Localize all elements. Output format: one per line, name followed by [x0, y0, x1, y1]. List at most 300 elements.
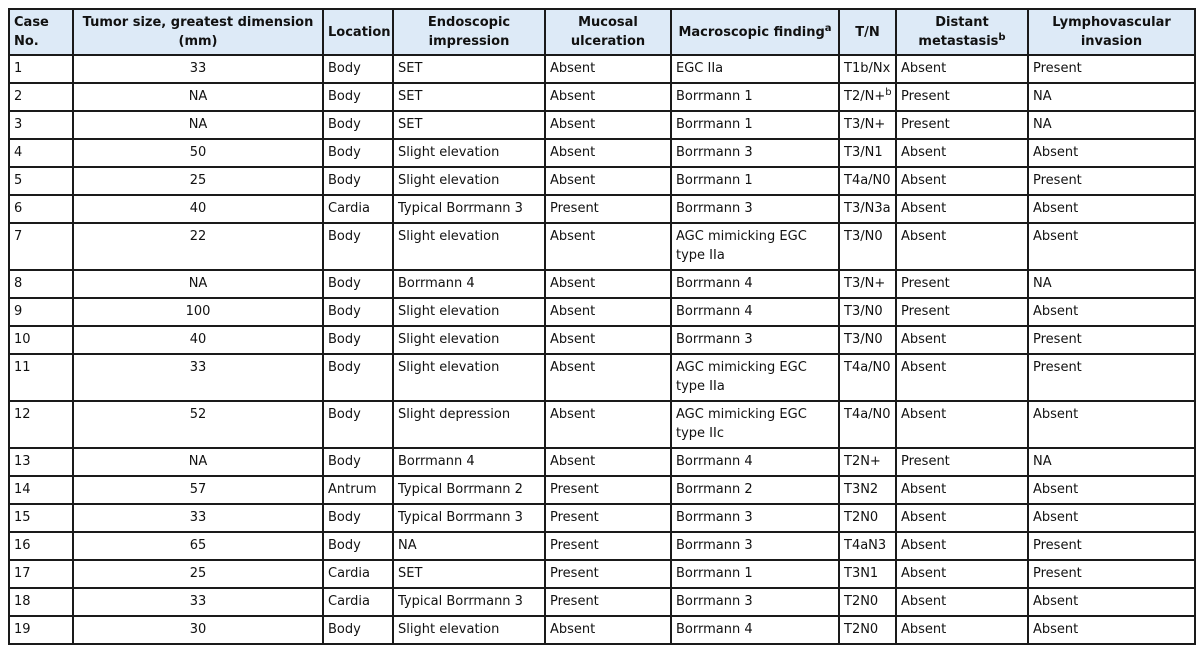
cell-endoscopic-impression-text: Slight elevation: [398, 360, 500, 375]
cell-endoscopic-impression: [393, 326, 545, 354]
cell-distant-metastasis: [896, 111, 1028, 139]
cell-location: [323, 616, 393, 644]
cell-mucosal-ulceration-text: Present: [550, 201, 599, 216]
cell-macroscopic-finding: [671, 167, 839, 195]
cell-lymphovascular-invasion-text: Absent: [1033, 229, 1079, 244]
cell-lymphovascular-invasion: [1028, 83, 1195, 111]
cell-location: [323, 401, 393, 448]
cell-case-no: [9, 532, 73, 560]
cell-location-text: Cardia: [328, 566, 370, 581]
cell-tumor-size: [73, 270, 323, 298]
cell-location: [323, 298, 393, 326]
cell-tn: [839, 270, 896, 298]
cell-location-text: Cardia: [328, 201, 370, 216]
cell-mucosal-ulceration: [545, 448, 671, 476]
cell-tn-text: T3/N0: [844, 304, 883, 319]
cell-tn: [839, 401, 896, 448]
cell-case-no: [9, 139, 73, 167]
cell-macroscopic-finding-text: Borrmann 3: [676, 538, 753, 553]
cell-macroscopic-finding-text: Borrmann 3: [676, 145, 753, 160]
cell-mucosal-ulceration-text: Absent: [550, 145, 596, 160]
cell-case-no: [9, 195, 73, 223]
table-row: [9, 476, 1195, 504]
cell-lymphovascular-invasion: [1028, 504, 1195, 532]
cell-case-no: [9, 476, 73, 504]
cell-tn-text: T2/N+: [844, 89, 886, 104]
case-table: [8, 8, 1196, 645]
cell-macroscopic-finding: [671, 326, 839, 354]
cell-mucosal-ulceration-text: Absent: [550, 276, 596, 291]
cell-lymphovascular-invasion: [1028, 55, 1195, 83]
table-row: [9, 139, 1195, 167]
table-row: [9, 588, 1195, 616]
cell-mucosal-ulceration: [545, 195, 671, 223]
cell-tn: [839, 504, 896, 532]
cell-lymphovascular-invasion: [1028, 326, 1195, 354]
cell-mucosal-ulceration: [545, 111, 671, 139]
cell-lymphovascular-invasion: [1028, 298, 1195, 326]
cell-endoscopic-impression: [393, 270, 545, 298]
cell-location-text: Antrum: [328, 482, 377, 497]
cell-tn: [839, 588, 896, 616]
cell-case-no-text: 10: [14, 332, 31, 347]
cell-tn-text: T3/N+: [844, 117, 886, 132]
cell-tn: [839, 111, 896, 139]
cell-lymphovascular-invasion-text: Absent: [1033, 145, 1079, 160]
header-endoscopic-impression: Endoscopic impression: [393, 9, 545, 55]
table-row: [9, 616, 1195, 644]
cell-case-no: [9, 167, 73, 195]
cell-mucosal-ulceration: [545, 83, 671, 111]
cell-macroscopic-finding-text: Borrmann 4: [676, 276, 753, 291]
cell-mucosal-ulceration: [545, 588, 671, 616]
cell-endoscopic-impression-text: Typical Borrmann 2: [398, 482, 523, 497]
cell-distant-metastasis: [896, 195, 1028, 223]
cell-macroscopic-finding: [671, 270, 839, 298]
cell-mucosal-ulceration: [545, 223, 671, 270]
cell-endoscopic-impression-text: Typical Borrmann 3: [398, 201, 523, 216]
cell-macroscopic-finding: [671, 588, 839, 616]
cell-distant-metastasis: [896, 476, 1028, 504]
cell-distant-metastasis-text: Absent: [901, 594, 947, 609]
cell-lymphovascular-invasion: [1028, 270, 1195, 298]
cell-distant-metastasis: [896, 588, 1028, 616]
cell-tn: [839, 448, 896, 476]
cell-lymphovascular-invasion-text: Present: [1033, 360, 1082, 375]
cell-tumor-size-text: 25: [189, 566, 207, 581]
cell-distant-metastasis-text: Absent: [901, 510, 947, 525]
cell-macroscopic-finding-text: Borrmann 1: [676, 566, 753, 581]
cell-location: [323, 139, 393, 167]
cell-tn: [839, 354, 896, 401]
cell-distant-metastasis-text: Present: [901, 454, 950, 469]
cell-tumor-size: [73, 401, 323, 448]
cell-macroscopic-finding-text: AGC mimicking EGC type IIa: [676, 229, 807, 263]
cell-endoscopic-impression: [393, 55, 545, 83]
cell-lymphovascular-invasion: [1028, 223, 1195, 270]
cell-macroscopic-finding: [671, 354, 839, 401]
cell-lymphovascular-invasion: [1028, 111, 1195, 139]
cell-case-no: [9, 270, 73, 298]
cell-endoscopic-impression: [393, 111, 545, 139]
table-row: [9, 111, 1195, 139]
cell-location-text: Body: [328, 229, 361, 244]
cell-case-no-text: 2: [14, 89, 23, 104]
cell-case-no: [9, 298, 73, 326]
cell-tumor-size: [73, 616, 323, 644]
cell-endoscopic-impression-text: SET: [398, 89, 423, 104]
cell-mucosal-ulceration: [545, 139, 671, 167]
cell-location-text: Body: [328, 173, 361, 188]
cell-case-no-text: 12: [14, 407, 31, 422]
cell-tumor-size-text: NA: [188, 89, 208, 104]
cell-case-no: [9, 504, 73, 532]
cell-case-no-text: 6: [14, 201, 23, 216]
cell-location-text: Body: [328, 276, 361, 291]
cell-tumor-size: [73, 476, 323, 504]
cell-lymphovascular-invasion-text: Absent: [1033, 304, 1079, 319]
cell-tn: [839, 167, 896, 195]
cell-tumor-size-text: 57: [189, 482, 207, 497]
cell-macroscopic-finding-text: EGC IIa: [676, 61, 724, 76]
cell-macroscopic-finding: [671, 298, 839, 326]
cell-mucosal-ulceration-text: Present: [550, 482, 599, 497]
cell-case-no-text: 11: [14, 360, 31, 375]
cell-mucosal-ulceration-text: Absent: [550, 454, 596, 469]
table-row: [9, 532, 1195, 560]
cell-distant-metastasis-text: Present: [901, 276, 950, 291]
cell-mucosal-ulceration: [545, 298, 671, 326]
cell-tn: [839, 532, 896, 560]
cell-endoscopic-impression-text: SET: [398, 61, 423, 76]
cell-endoscopic-impression-text: Borrmann 4: [398, 454, 475, 469]
cell-location: [323, 588, 393, 616]
cell-tn-text: T2N+: [844, 454, 881, 469]
cell-macroscopic-finding: [671, 448, 839, 476]
cell-location-text: Body: [328, 538, 361, 553]
cell-location-text: Body: [328, 117, 361, 132]
cell-location: [323, 326, 393, 354]
cell-tn: [839, 476, 896, 504]
table-row: [9, 55, 1195, 83]
cell-mucosal-ulceration: [545, 270, 671, 298]
cell-distant-metastasis: [896, 616, 1028, 644]
cell-case-no: [9, 326, 73, 354]
header-tn: T/N: [839, 9, 896, 55]
cell-endoscopic-impression-text: Slight elevation: [398, 304, 500, 319]
cell-tn: [839, 223, 896, 270]
cell-lymphovascular-invasion-text: NA: [1033, 454, 1052, 469]
cell-macroscopic-finding: [671, 55, 839, 83]
cell-macroscopic-finding: [671, 532, 839, 560]
cell-endoscopic-impression-text: Slight elevation: [398, 145, 500, 160]
header-macroscopic-finding: [671, 9, 839, 55]
header-row: [9, 9, 1195, 55]
cell-tumor-size-text: 33: [189, 61, 207, 76]
cell-tn: [839, 616, 896, 644]
cell-tumor-size: [73, 55, 323, 83]
cell-case-no-text: 19: [14, 622, 31, 637]
table-row: [9, 223, 1195, 270]
cell-location: [323, 270, 393, 298]
cell-mucosal-ulceration-text: Absent: [550, 173, 596, 188]
cell-tumor-size-text: 33: [189, 594, 207, 609]
cell-macroscopic-finding-text: Borrmann 3: [676, 594, 753, 609]
cell-case-no-text: 14: [14, 482, 31, 497]
cell-mucosal-ulceration-text: Absent: [550, 304, 596, 319]
cell-distant-metastasis-text: Present: [901, 117, 950, 132]
cell-endoscopic-impression: [393, 167, 545, 195]
cell-case-no-text: 4: [14, 145, 23, 160]
cell-lymphovascular-invasion-text: NA: [1033, 276, 1052, 291]
cell-mucosal-ulceration: [545, 55, 671, 83]
cell-mucosal-ulceration: [545, 504, 671, 532]
cell-tn-text: T2N0: [844, 622, 879, 637]
cell-location-text: Body: [328, 622, 361, 637]
cell-tn: [839, 139, 896, 167]
cell-location: [323, 111, 393, 139]
cell-distant-metastasis-text: Absent: [901, 482, 947, 497]
cell-lymphovascular-invasion-text: Present: [1033, 61, 1082, 76]
cell-case-no-text: 7: [14, 229, 23, 244]
cell-distant-metastasis: [896, 270, 1028, 298]
cell-lymphovascular-invasion: [1028, 167, 1195, 195]
cell-macroscopic-finding-text: Borrmann 4: [676, 454, 753, 469]
table-row: [9, 167, 1195, 195]
cell-lymphovascular-invasion: [1028, 588, 1195, 616]
cell-macroscopic-finding: [671, 476, 839, 504]
cell-lymphovascular-invasion-text: Present: [1033, 332, 1082, 347]
cell-tumor-size-text: NA: [188, 117, 208, 132]
table-row: [9, 504, 1195, 532]
cell-tumor-size: [73, 448, 323, 476]
header-tumor-size: Tumor size, greatest dimension (mm): [73, 9, 323, 55]
cell-distant-metastasis: [896, 298, 1028, 326]
table-row: [9, 83, 1195, 111]
cell-distant-metastasis: [896, 223, 1028, 270]
cell-mucosal-ulceration: [545, 326, 671, 354]
cell-macroscopic-finding: [671, 616, 839, 644]
header-case-no: Case No.: [9, 9, 73, 55]
cell-macroscopic-finding-text: Borrmann 1: [676, 89, 753, 104]
cell-location-text: Body: [328, 407, 361, 422]
cell-tumor-size: [73, 111, 323, 139]
header-macroscopic-label: Macroscopic finding: [678, 24, 825, 40]
cell-location-text: Body: [328, 454, 361, 469]
cell-macroscopic-finding-text: Borrmann 2: [676, 482, 753, 497]
cell-case-no: [9, 55, 73, 83]
cell-location-text: Body: [328, 510, 361, 525]
cell-endoscopic-impression: [393, 195, 545, 223]
cell-lymphovascular-invasion: [1028, 354, 1195, 401]
cell-lymphovascular-invasion: [1028, 195, 1195, 223]
cell-lymphovascular-invasion-text: Absent: [1033, 482, 1079, 497]
cell-mucosal-ulceration: [545, 560, 671, 588]
cell-endoscopic-impression-text: Borrmann 4: [398, 276, 475, 291]
cell-tumor-size: [73, 83, 323, 111]
cell-distant-metastasis: [896, 532, 1028, 560]
cell-distant-metastasis-text: Absent: [901, 173, 947, 188]
cell-endoscopic-impression: [393, 139, 545, 167]
cell-tumor-size-text: NA: [188, 276, 208, 291]
cell-distant-metastasis-text: Absent: [901, 538, 947, 553]
cell-case-no-text: 1: [14, 61, 23, 76]
cell-lymphovascular-invasion-text: Absent: [1033, 622, 1079, 637]
cell-tumor-size-text: 50: [189, 145, 207, 160]
header-distant-label: Distant metastasis: [918, 15, 999, 49]
cell-tn-text: T3/N+: [844, 276, 886, 291]
cell-mucosal-ulceration: [545, 476, 671, 504]
cell-mucosal-ulceration-text: Present: [550, 566, 599, 581]
cell-macroscopic-finding-text: Borrmann 1: [676, 173, 753, 188]
cell-location: [323, 55, 393, 83]
cell-tumor-size: [73, 326, 323, 354]
cell-macroscopic-finding-text: AGC mimicking EGC type IIa: [676, 360, 807, 394]
cell-distant-metastasis-text: Absent: [901, 566, 947, 581]
cell-tumor-size: [73, 139, 323, 167]
footnote-b-marker: b: [998, 32, 1006, 43]
cell-tn-text: T4a/N0: [844, 360, 891, 375]
cell-tumor-size: [73, 532, 323, 560]
cell-location: [323, 195, 393, 223]
cell-tumor-size-text: 33: [189, 360, 207, 375]
cell-distant-metastasis-text: Present: [901, 89, 950, 104]
cell-macroscopic-finding-text: Borrmann 4: [676, 622, 753, 637]
cell-tn-text: T4a/N0: [844, 407, 891, 422]
cell-macroscopic-finding-text: Borrmann 1: [676, 117, 753, 132]
cell-lymphovascular-invasion-text: Present: [1033, 566, 1082, 581]
cell-mucosal-ulceration: [545, 532, 671, 560]
cell-location-text: Cardia: [328, 594, 370, 609]
cell-tumor-size: [73, 504, 323, 532]
cell-tn: [839, 55, 896, 83]
table-row: [9, 270, 1195, 298]
cell-distant-metastasis-text: Absent: [901, 145, 947, 160]
cell-distant-metastasis-text: Absent: [901, 360, 947, 375]
cell-tn-text: T3/N3a: [844, 201, 891, 216]
cell-mucosal-ulceration: [545, 354, 671, 401]
cell-case-no-text: 13: [14, 454, 31, 469]
cell-macroscopic-finding: [671, 223, 839, 270]
header-lymphovascular-invasion: Lymphovascular invasion: [1028, 9, 1195, 55]
cell-endoscopic-impression-text: SET: [398, 117, 423, 132]
cell-distant-metastasis: [896, 354, 1028, 401]
cell-tn-text: T3/N0: [844, 229, 883, 244]
cell-endoscopic-impression: [393, 223, 545, 270]
cell-lymphovascular-invasion-text: Present: [1033, 538, 1082, 553]
table-row: [9, 448, 1195, 476]
cell-tn-text: T3/N1: [844, 145, 883, 160]
cell-mucosal-ulceration-text: Present: [550, 510, 599, 525]
cell-mucosal-ulceration-text: Absent: [550, 89, 596, 104]
cell-endoscopic-impression-text: Slight elevation: [398, 173, 500, 188]
cell-tumor-size: [73, 354, 323, 401]
cell-case-no-text: 17: [14, 566, 31, 581]
cell-distant-metastasis-text: Absent: [901, 407, 947, 422]
cell-macroscopic-finding: [671, 504, 839, 532]
cell-case-no: [9, 401, 73, 448]
cell-distant-metastasis-text: Absent: [901, 229, 947, 244]
cell-location-text: Body: [328, 360, 361, 375]
cell-case-no-text: 9: [14, 304, 23, 319]
table-row: [9, 298, 1195, 326]
cell-endoscopic-impression-text: Typical Borrmann 3: [398, 594, 523, 609]
cell-lymphovascular-invasion-text: Absent: [1033, 201, 1079, 216]
cell-distant-metastasis-text: Absent: [901, 201, 947, 216]
cell-tn-text: T1b/Nx: [844, 61, 891, 76]
cell-case-no: [9, 83, 73, 111]
cell-lymphovascular-invasion-text: Absent: [1033, 510, 1079, 525]
cell-case-no: [9, 354, 73, 401]
header-mucosal-ulceration: Mucosal ulceration: [545, 9, 671, 55]
cell-macroscopic-finding-text: Borrmann 3: [676, 201, 753, 216]
cell-tn: [839, 83, 896, 111]
cell-case-no-text: 5: [14, 173, 23, 188]
cell-endoscopic-impression-text: Slight elevation: [398, 332, 500, 347]
cell-location-text: Body: [328, 61, 361, 76]
cell-distant-metastasis: [896, 55, 1028, 83]
cell-tumor-size: [73, 560, 323, 588]
cell-case-no: [9, 560, 73, 588]
header-distant-metastasis: [896, 9, 1028, 55]
cell-distant-metastasis: [896, 504, 1028, 532]
cell-case-no-text: 3: [14, 117, 23, 132]
cell-endoscopic-impression: [393, 616, 545, 644]
cell-tumor-size-text: 52: [189, 407, 207, 422]
cell-lymphovascular-invasion: [1028, 139, 1195, 167]
cell-tumor-size-text: 40: [189, 201, 207, 216]
cell-distant-metastasis-text: Absent: [901, 61, 947, 76]
cell-endoscopic-impression: [393, 532, 545, 560]
cell-macroscopic-finding: [671, 560, 839, 588]
footnote-a-marker: a: [824, 22, 832, 34]
cell-macroscopic-finding-text: Borrmann 3: [676, 332, 753, 347]
cell-distant-metastasis-text: Absent: [901, 332, 947, 347]
cell-location: [323, 560, 393, 588]
cell-case-no: [9, 616, 73, 644]
cell-location: [323, 167, 393, 195]
cell-macroscopic-finding-text: AGC mimicking EGC type IIc: [676, 407, 807, 441]
cell-endoscopic-impression: [393, 401, 545, 448]
cell-distant-metastasis-text: Present: [901, 304, 950, 319]
cell-tn-text: T3N2: [844, 482, 879, 497]
cell-tn: [839, 326, 896, 354]
cell-macroscopic-finding: [671, 195, 839, 223]
cell-case-no: [9, 111, 73, 139]
cell-endoscopic-impression: [393, 476, 545, 504]
cell-macroscopic-finding-text: Borrmann 4: [676, 304, 753, 319]
cell-distant-metastasis: [896, 326, 1028, 354]
cell-tn-text: T3/N0: [844, 332, 883, 347]
cell-endoscopic-impression: [393, 504, 545, 532]
cell-lymphovascular-invasion-text: NA: [1033, 89, 1052, 104]
cell-macroscopic-finding: [671, 83, 839, 111]
cell-distant-metastasis-text: Absent: [901, 622, 947, 637]
cell-location-text: Body: [328, 89, 361, 104]
cell-tn-text: T3N1: [844, 566, 879, 581]
cell-endoscopic-impression-text: NA: [398, 538, 417, 553]
table-row: [9, 560, 1195, 588]
cell-distant-metastasis: [896, 83, 1028, 111]
cell-endoscopic-impression: [393, 560, 545, 588]
cell-case-no: [9, 223, 73, 270]
table-row: [9, 195, 1195, 223]
cell-mucosal-ulceration-text: Present: [550, 538, 599, 553]
cell-distant-metastasis: [896, 139, 1028, 167]
cell-tumor-size: [73, 588, 323, 616]
cell-location-text: Body: [328, 145, 361, 160]
cell-tumor-size: [73, 223, 323, 270]
